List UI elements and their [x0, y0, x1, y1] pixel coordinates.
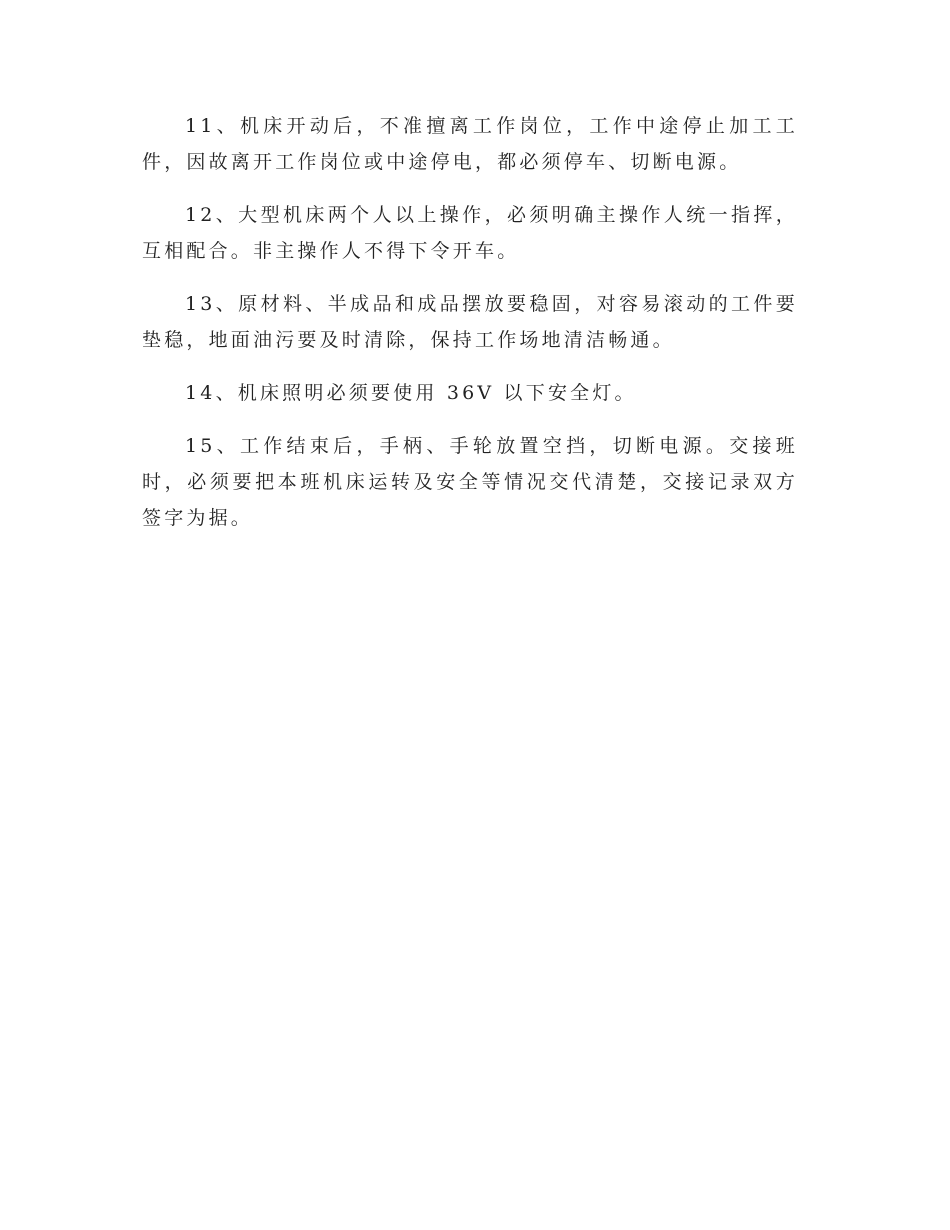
paragraph-rule-14: 14、机床照明必须要使用 36V 以下安全灯。 — [185, 382, 637, 404]
paragraph-rule-11: 11、机床开动后，不准擅离工作岗位，工作中途停止加工工件，因故离开工作岗位或中途停电，都必须停车、切断电源。 — [142, 115, 798, 173]
paragraph-rule-12: 12、大型机床两个人以上操作，必须明确主操作人统一指挥，互相配合。非主操作人不得下令开车。 — [142, 204, 798, 262]
document-body — [142, 108, 798, 553]
paragraph-rule-13: 13、原材料、半成品和成品摆放要稳固，对容易滚动的工件要垫稳，地面油污要及时清除，保持工作场地清洁畅通。 — [142, 293, 798, 351]
paragraph-rule-15: 15、工作结束后，手柄、手轮放置空挡，切断电源。交接班时，必须要把本班机床运转及安全等情况交代清楚，交接记录双方签字为据。 — [142, 435, 798, 529]
